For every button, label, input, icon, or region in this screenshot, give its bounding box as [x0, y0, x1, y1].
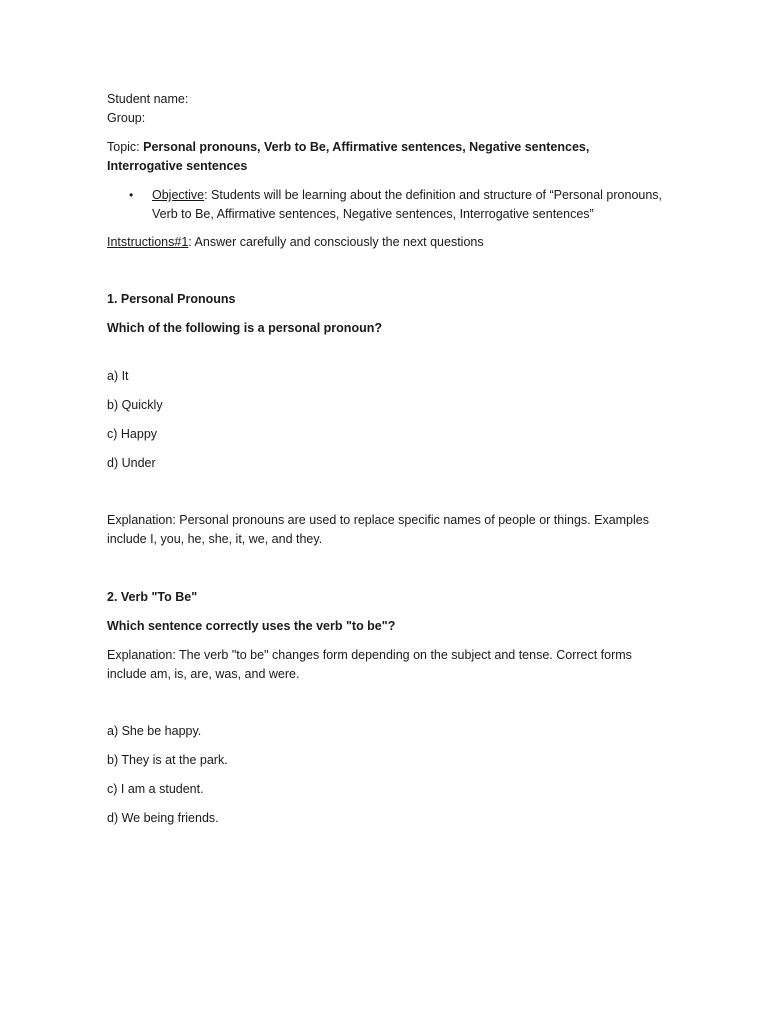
question1-option-c: c) Happy: [107, 427, 158, 441]
instructions-label: Intstructions#1: [107, 235, 189, 249]
instructions-line: [107, 233, 668, 252]
objective-bullet-item: [107, 186, 668, 224]
question1-option-b: b) Quickly: [107, 398, 163, 412]
question1-title: 1. Personal Pronouns: [107, 292, 236, 306]
question1-option-a: a) It: [107, 369, 129, 383]
student-name-label: Student name:: [107, 92, 189, 106]
objective-description: : Students will be learning about the definition and structure of “Personal pronouns, Verb to Be, Affirmative sentences, Negative sentences, Interrogative sentences”: [152, 188, 663, 221]
instructions-text: : Answer carefully and consciously the next questions: [188, 235, 484, 249]
question2-option-a: a) She be happy.: [107, 724, 202, 738]
objective-text: [152, 186, 668, 224]
question2-title: 2. Verb "To Be": [107, 590, 198, 604]
question2-option-d: d) We being friends.: [107, 811, 219, 825]
topic-line: [107, 138, 668, 176]
question1-explanation: Explanation: Personal pronouns are used to replace specific names of people or things. Examples include I, you, he, she, it, we, and they.: [107, 513, 649, 546]
question2-option-b: b) They is at the park.: [107, 753, 228, 767]
bullet-icon: •: [129, 188, 134, 202]
question1-option-d: d) Under: [107, 456, 156, 470]
topic-label: Topic:: [107, 140, 144, 154]
objective-label: Objective: [152, 188, 205, 202]
topic-text: Personal pronouns, Verb to Be, Affirmative sentences, Negative sentences, Interrogative sentences: [107, 140, 590, 173]
question2-explanation: Explanation: The verb "to be" changes form depending on the subject and tense. Correct forms include am, is, are, was, and were.: [107, 648, 632, 681]
question2-prompt: Which sentence correctly uses the verb "to be"?: [107, 619, 396, 633]
group-label: Group:: [107, 111, 146, 125]
question2-option-c: c) I am a student.: [107, 782, 204, 796]
question1-prompt: Which of the following is a personal pronoun?: [107, 321, 382, 335]
